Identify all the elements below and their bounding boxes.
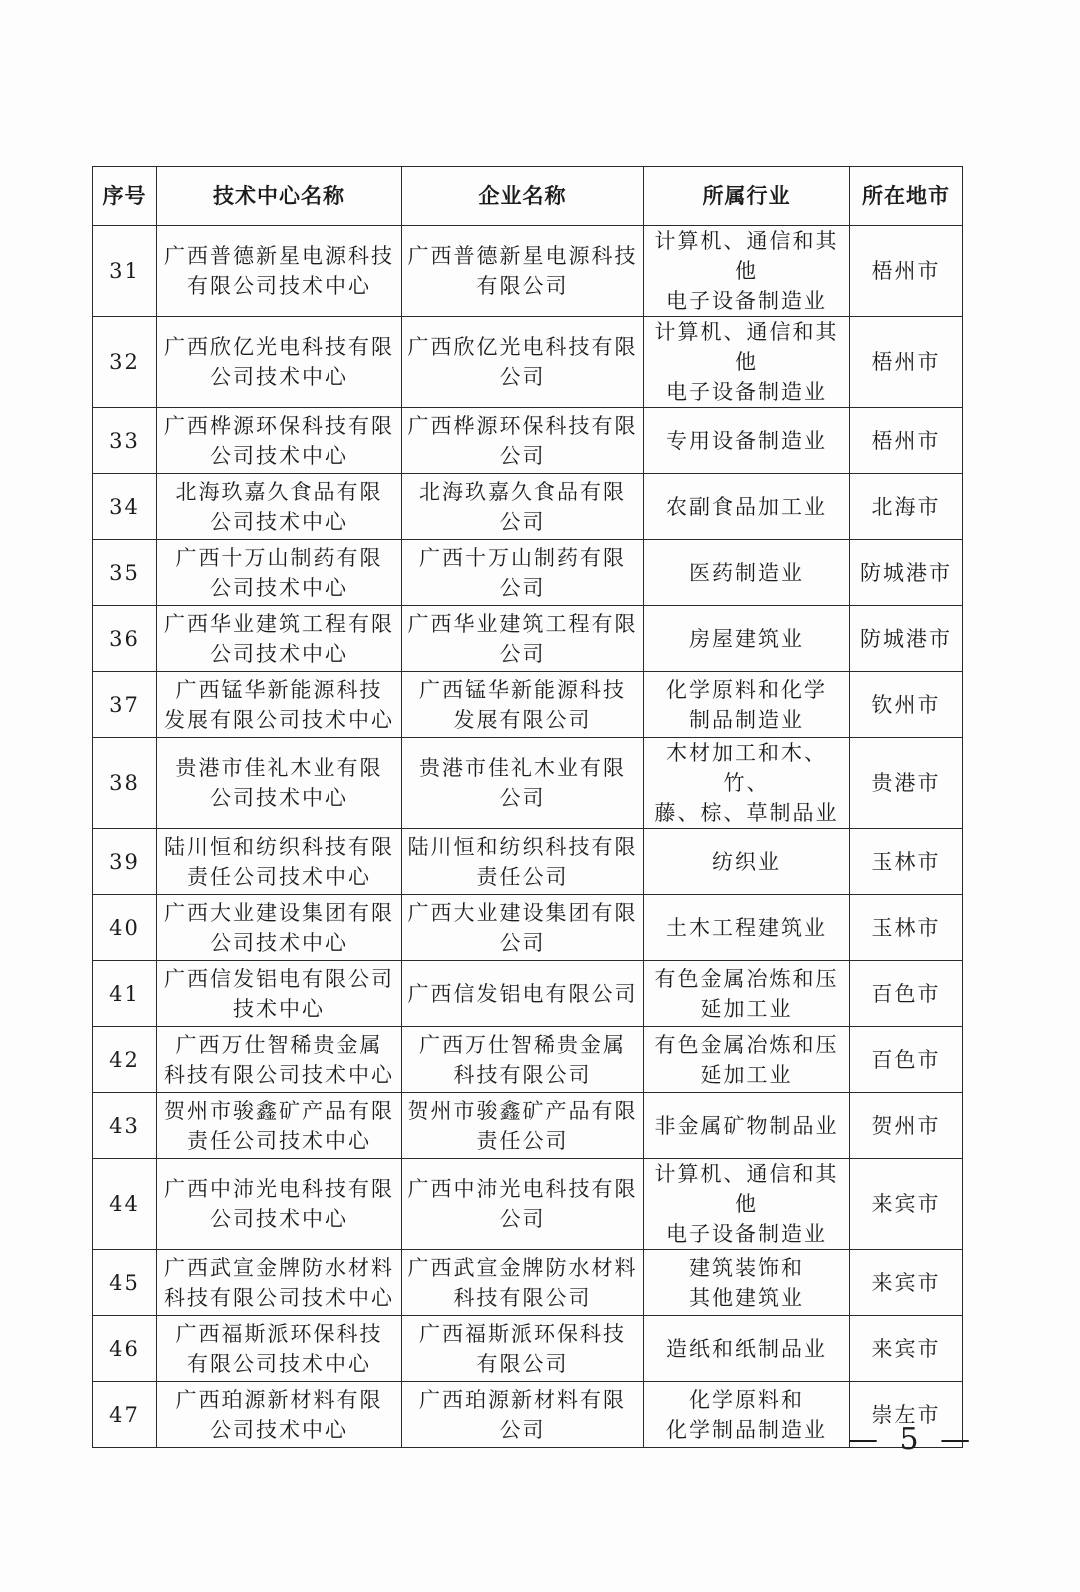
cell-tech-center-name: [157, 226, 402, 317]
cell-serial-number: 37: [93, 672, 157, 738]
cell-industry-line: 化学原料和: [689, 1387, 804, 1412]
cell-company-name: [402, 408, 644, 474]
cell-company-name-line: 广西万仕智稀贵金属: [419, 1032, 626, 1057]
cell-tech-center-name-line: 贵港市佳礼木业有限: [175, 756, 383, 780]
cell-serial-number: 32: [93, 317, 157, 408]
cell-company-name-line: 责任公司: [476, 864, 569, 889]
cell-serial-number: 31: [93, 226, 157, 317]
cell-tech-center-name: [157, 317, 402, 408]
cell-industry-line: 农副食品加工业: [666, 494, 827, 519]
cell-industry-line: 制品制造业: [689, 707, 804, 732]
cell-industry: [644, 895, 850, 961]
cell-serial-number: 41: [93, 961, 157, 1027]
cell-company-name: [402, 672, 644, 738]
cell-tech-center-name: [157, 1316, 402, 1382]
cell-industry: [644, 1382, 850, 1448]
cell-serial-number: 42: [93, 1027, 157, 1093]
cell-company-name-line: 陆川恒和纺织科技有限: [407, 834, 638, 859]
cell-tech-center-name: [157, 540, 402, 606]
cell-company-name: [402, 317, 644, 408]
cell-company-name-line: 有限公司: [476, 1351, 569, 1376]
cell-company-name-line: 广西中沛光电科技有限: [407, 1177, 638, 1201]
cell-tech-center-name-line: 公司技术中心: [210, 1417, 348, 1442]
cell-city: 来宾市: [850, 1250, 963, 1316]
cell-company-name-line: 广西锰华新能源科技: [419, 677, 626, 702]
cell-industry-line: 造纸和纸制品业: [666, 1336, 827, 1361]
cell-tech-center-name: [157, 961, 402, 1027]
cell-tech-center-name-line: 公司技术中心: [210, 786, 348, 810]
table-row: [93, 1316, 963, 1382]
cell-serial-number: 45: [93, 1250, 157, 1316]
cell-industry-line: 医药制造业: [689, 560, 804, 585]
table-row: [93, 1382, 963, 1448]
cell-tech-center-name: [157, 606, 402, 672]
cell-tech-center-name-line: 广西福斯派环保科技: [175, 1321, 383, 1346]
cell-industry: [644, 829, 850, 895]
cell-company-name: [402, 1382, 644, 1448]
cell-company-name-line: 广西十万山制药有限: [419, 545, 626, 570]
table-row: [93, 672, 963, 738]
cell-tech-center-name-line: 广西珀源新材料有限: [175, 1387, 383, 1412]
cell-tech-center-name-line: 广西万仕智稀贵金属: [175, 1032, 383, 1057]
table-row: [93, 408, 963, 474]
cell-serial-number: 36: [93, 606, 157, 672]
header-serial-number: 序号: [93, 167, 157, 226]
cell-company-name-line: 科技有限公司: [453, 1062, 592, 1087]
cell-company-name-line: 公司: [499, 930, 546, 955]
cell-industry: [644, 474, 850, 540]
cell-company-name: [402, 1250, 644, 1316]
cell-industry-line: 木材加工和木、竹、: [666, 741, 827, 795]
header-tech-center-name: 技术中心名称: [157, 167, 402, 226]
cell-tech-center-name: [157, 408, 402, 474]
cell-tech-center-name-line: 广西大业建设集团有限: [164, 900, 394, 925]
cell-company-name: [402, 1027, 644, 1093]
cell-company-name-line: 贺州市骏鑫矿产品有限: [407, 1098, 638, 1123]
cell-company-name-line: 公司: [499, 641, 546, 666]
cell-serial-number: 46: [93, 1316, 157, 1382]
cell-industry: [644, 961, 850, 1027]
cell-tech-center-name-line: 广西华业建筑工程有限: [164, 611, 394, 636]
cell-industry-line: 计算机、通信和其他: [654, 320, 839, 374]
cell-company-name-line: 公司: [499, 786, 546, 810]
header-company-name: 企业名称: [402, 167, 644, 226]
cell-tech-center-name-line: 公司技术中心: [210, 930, 348, 955]
cell-company-name-line: 广西信发铝电有限公司: [407, 981, 638, 1006]
cell-serial-number: 34: [93, 474, 157, 540]
cell-industry-line: 计算机、通信和其他: [654, 1162, 839, 1216]
cell-tech-center-name: [157, 1093, 402, 1159]
cell-company-name-line: 科技有限公司: [453, 1285, 592, 1310]
cell-industry-line: 电子设备制造业: [666, 1222, 827, 1246]
cell-company-name-line: 公司: [499, 1207, 546, 1231]
cell-tech-center-name: [157, 1159, 402, 1250]
enterprise-tech-center-table: [92, 166, 963, 1448]
cell-company-name: [402, 226, 644, 317]
cell-company-name-line: 责任公司: [476, 1128, 569, 1153]
cell-tech-center-name-line: 公司技术中心: [210, 1207, 348, 1231]
cell-company-name: [402, 961, 644, 1027]
cell-company-name-line: 广西珀源新材料有限: [419, 1387, 626, 1412]
cell-tech-center-name: [157, 474, 402, 540]
cell-industry-line: 土木工程建筑业: [666, 915, 827, 940]
cell-company-name-line: 广西大业建设集团有限: [407, 900, 638, 925]
cell-industry-line: 延加工业: [700, 996, 793, 1021]
cell-tech-center-name-line: 陆川恒和纺织科技有限: [164, 834, 394, 859]
cell-serial-number: 35: [93, 540, 157, 606]
cell-tech-center-name-line: 公司技术中心: [210, 575, 348, 600]
cell-city: 百色市: [850, 961, 963, 1027]
cell-company-name-line: 广西福斯派环保科技: [419, 1321, 626, 1346]
table-row: [93, 474, 963, 540]
cell-tech-center-name-line: 公司技术中心: [210, 509, 348, 534]
cell-company-name-line: 公司: [499, 509, 546, 534]
cell-industry: [644, 408, 850, 474]
header-industry: 所属行业: [644, 167, 850, 226]
cell-tech-center-name-line: 公司技术中心: [210, 365, 348, 389]
table-row: [93, 1027, 963, 1093]
cell-tech-center-name-line: 科技有限公司技术中心: [164, 1062, 394, 1087]
cell-tech-center-name: [157, 738, 402, 829]
cell-city: 来宾市: [850, 1159, 963, 1250]
cell-serial-number: 43: [93, 1093, 157, 1159]
cell-serial-number: 47: [93, 1382, 157, 1448]
cell-company-name-line: 公司: [499, 365, 546, 389]
cell-city: 崇左市: [850, 1382, 963, 1448]
cell-company-name-line: 公司: [499, 575, 546, 600]
cell-industry: [644, 738, 850, 829]
cell-city: 防城港市: [850, 540, 963, 606]
cell-tech-center-name: [157, 1027, 402, 1093]
table-row: [93, 1093, 963, 1159]
cell-tech-center-name: [157, 895, 402, 961]
cell-tech-center-name-line: 北海玖嘉久食品有限: [175, 479, 383, 504]
table-row: [93, 606, 963, 672]
cell-industry-line: 有色金属冶炼和压: [654, 966, 839, 991]
cell-tech-center-name-line: 责任公司技术中心: [187, 1128, 371, 1153]
cell-serial-number: 44: [93, 1159, 157, 1250]
cell-company-name: [402, 1093, 644, 1159]
cell-tech-center-name-line: 广西中沛光电科技有限: [164, 1177, 394, 1201]
table-row: [93, 226, 963, 317]
cell-company-name-line: 广西欣亿光电科技有限: [407, 335, 638, 359]
cell-industry-line: 化学原料和化学: [666, 677, 827, 702]
cell-company-name-line: 贵港市佳礼木业有限: [419, 756, 626, 780]
table-row: [93, 540, 963, 606]
cell-tech-center-name: [157, 1250, 402, 1316]
table-row: [93, 1250, 963, 1316]
cell-serial-number: 38: [93, 738, 157, 829]
table-row: [93, 961, 963, 1027]
cell-industry: [644, 1250, 850, 1316]
cell-industry: [644, 317, 850, 408]
cell-industry-line: 电子设备制造业: [666, 289, 827, 313]
cell-company-name-line: 广西武宣金牌防水材料: [407, 1255, 638, 1280]
cell-company-name: [402, 895, 644, 961]
cell-company-name-line: 发展有限公司: [453, 707, 592, 732]
cell-industry-line: 藤、棕、草制品业: [654, 801, 839, 825]
cell-serial-number: 40: [93, 895, 157, 961]
cell-company-name: [402, 738, 644, 829]
cell-industry-line: 纺织业: [712, 849, 781, 874]
cell-company-name-line: 公司: [499, 443, 546, 468]
cell-company-name-line: 公司: [499, 1417, 546, 1442]
table-body: [93, 226, 963, 1448]
cell-industry-line: 延加工业: [700, 1062, 793, 1087]
cell-company-name-line: 广西桦源环保科技有限: [407, 413, 638, 438]
cell-industry-line: 有色金属冶炼和压: [654, 1032, 839, 1057]
cell-company-name-line: 有限公司: [476, 274, 569, 298]
cell-industry-line: 电子设备制造业: [666, 380, 827, 404]
cell-tech-center-name-line: 广西武宣金牌防水材料: [164, 1255, 394, 1280]
cell-serial-number: 33: [93, 408, 157, 474]
cell-city: 梧州市: [850, 317, 963, 408]
cell-city: 梧州市: [850, 226, 963, 317]
header-city: 所在地市: [850, 167, 963, 226]
cell-company-name: [402, 1159, 644, 1250]
cell-tech-center-name-line: 广西信发铝电有限公司: [164, 966, 394, 991]
cell-tech-center-name-line: 贺州市骏鑫矿产品有限: [164, 1098, 394, 1123]
cell-industry: [644, 540, 850, 606]
cell-tech-center-name-line: 广西欣亿光电科技有限: [164, 335, 394, 359]
cell-tech-center-name-line: 广西普德新星电源科技: [164, 244, 394, 268]
cell-industry-line: 计算机、通信和其他: [654, 229, 839, 283]
cell-city: 梧州市: [850, 408, 963, 474]
cell-tech-center-name-line: 广西锰华新能源科技: [175, 677, 383, 702]
cell-tech-center-name-line: 责任公司技术中心: [187, 864, 371, 889]
cell-company-name: [402, 540, 644, 606]
cell-industry: [644, 1159, 850, 1250]
cell-industry: [644, 606, 850, 672]
cell-serial-number: 39: [93, 829, 157, 895]
cell-industry-line: 专用设备制造业: [666, 428, 827, 453]
cell-tech-center-name-line: 公司技术中心: [210, 641, 348, 666]
cell-industry-line: 其他建筑业: [689, 1285, 804, 1310]
page-number: — 5 —: [848, 1422, 977, 1457]
cell-city: 百色市: [850, 1027, 963, 1093]
cell-city: 玉林市: [850, 895, 963, 961]
cell-tech-center-name-line: 广西桦源环保科技有限: [164, 413, 394, 438]
table-row: [93, 1159, 963, 1250]
cell-tech-center-name-line: 有限公司技术中心: [187, 1351, 371, 1376]
cell-city: 钦州市: [850, 672, 963, 738]
cell-industry-line: 房屋建筑业: [689, 626, 804, 651]
table-header-row: [93, 167, 963, 226]
cell-industry: [644, 1093, 850, 1159]
cell-company-name-line: 广西普德新星电源科技: [407, 244, 638, 268]
cell-industry: [644, 672, 850, 738]
cell-tech-center-name-line: 有限公司技术中心: [187, 274, 371, 298]
cell-industry-line: 非金属矿物制品业: [654, 1113, 839, 1138]
cell-tech-center-name: [157, 1382, 402, 1448]
cell-city: 北海市: [850, 474, 963, 540]
cell-city: 贺州市: [850, 1093, 963, 1159]
cell-city: 贵港市: [850, 738, 963, 829]
cell-company-name: [402, 1316, 644, 1382]
table-row: [93, 829, 963, 895]
cell-company-name-line: 广西华业建筑工程有限: [407, 611, 638, 636]
cell-company-name: [402, 606, 644, 672]
cell-tech-center-name-line: 技术中心: [233, 996, 325, 1021]
cell-city: 玉林市: [850, 829, 963, 895]
cell-tech-center-name-line: 科技有限公司技术中心: [164, 1285, 394, 1310]
cell-tech-center-name-line: 广西十万山制药有限: [175, 545, 383, 570]
cell-industry-line: 建筑装饰和: [689, 1255, 804, 1280]
cell-company-name: [402, 829, 644, 895]
cell-industry: [644, 1027, 850, 1093]
cell-tech-center-name-line: 发展有限公司技术中心: [164, 707, 394, 732]
table-row: [93, 317, 963, 408]
cell-tech-center-name: [157, 829, 402, 895]
cell-city: 来宾市: [850, 1316, 963, 1382]
cell-city: 防城港市: [850, 606, 963, 672]
cell-tech-center-name: [157, 672, 402, 738]
table-row: [93, 738, 963, 829]
cell-industry: [644, 226, 850, 317]
cell-industry-line: 化学制品制造业: [666, 1417, 827, 1442]
cell-tech-center-name-line: 公司技术中心: [210, 443, 348, 468]
cell-industry: [644, 1316, 850, 1382]
cell-company-name: [402, 474, 644, 540]
cell-company-name-line: 北海玖嘉久食品有限: [419, 479, 626, 504]
table-row: [93, 895, 963, 961]
